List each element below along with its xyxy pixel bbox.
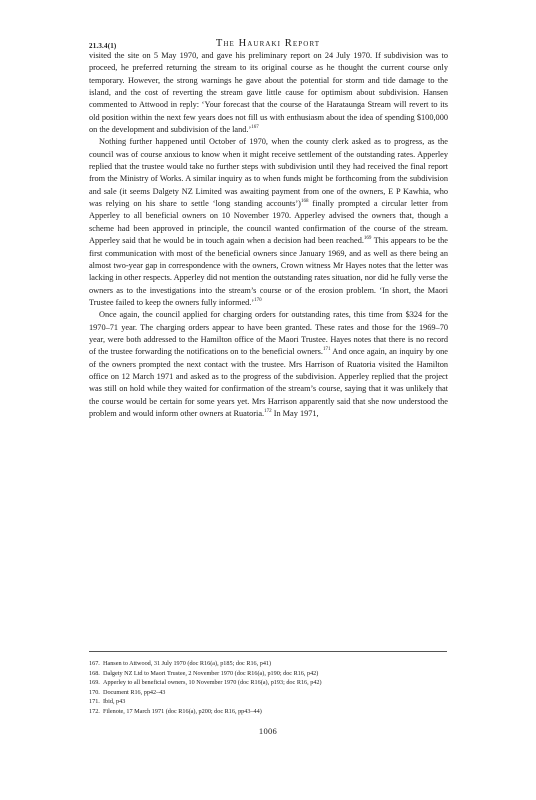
footnote — [89, 678, 448, 688]
footnote-ref[interactable]: 170 — [254, 298, 262, 304]
footnote-text: Filenote, 17 March 1971 (doc R16(a), p200; doc R16, pp43–44) — [103, 707, 262, 715]
footnote-divider — [89, 651, 447, 652]
footnote-text: Dalgety NZ Ltd to Maori Trustee, 2 November 1970 (doc R16(a), p190; doc R16, p42) — [103, 669, 319, 677]
footnote-ref[interactable]: 171 — [322, 347, 331, 353]
paragraph-text: In May 1971, — [271, 408, 319, 418]
footnote-number: 169. — [89, 679, 100, 687]
footnote-ref[interactable]: 168 — [300, 199, 309, 205]
page-number: 1006 — [258, 726, 278, 736]
footnote — [89, 688, 448, 698]
footnote — [89, 707, 448, 717]
footnote-ref[interactable]: 169 — [363, 236, 372, 242]
paragraph-text: Nothing further happened until October of 1970, when the county clerk asked as to progress, as the council was of course anxious to know when it might receive settlement of the outstanding rates. Apperley replied that the trustee would take no further steps with subdivision until they had received the final report from the Ministry of Works. A similar inquiry as to when funds might be forthcoming from the subdivision and sale (it seems Dalgety NZ Limited was awaiting payment from one of the owners, E P Kawhia, who was relying on his share to settle ‘long standing accounts’) — [89, 137, 448, 209]
footnote-number: 171. — [89, 698, 100, 706]
footnote — [89, 659, 448, 669]
footnote-text: Apperley to all beneficial owners, 10 November 1970 (doc R16(a), p193; doc R16, p42) — [103, 679, 322, 687]
footnote-number: 170. — [89, 688, 100, 696]
footnote — [89, 669, 448, 679]
footnote-number: 167. — [89, 660, 100, 667]
footnotes — [89, 659, 448, 716]
footnote-number: 168. — [89, 669, 100, 677]
paragraph-text: And once again, an inquiry by one of the owners prompted the next contact with the trustee. Mrs Harrison of Ruatoria visited the Hamilton office on 12 March 1971 and asked as to the progress of the subdivision. Apperley replied that the project was still on hold while they waited for confirmation of the stream’s course, saying that it was unlikely that the course would be certain for some years yet. Mrs Harrison apparently said that she now understood the problem and would inform other owners at Ruatoria. — [89, 347, 448, 418]
footnote-text: Ibid, p43 — [103, 698, 126, 706]
paragraph — [89, 309, 448, 420]
footnote-text: Document R16, pp42–43 — [103, 688, 166, 696]
paragraph — [89, 136, 448, 309]
paragraph-text: Once again, the council applied for charging orders for outstanding rates, this time from $324 for the 1970–71 year. The charging orders appear to have been granted. These rates and those for the 1969–70 year, were both addressed to the Hamilton office of the Maori Trustee. Hayes notes that there is no record of the trustee forwarding the notifications on to the beneficial owners. — [89, 310, 448, 357]
paragraph-text: finally prompted a circular letter from Apperley to all beneficial owners on 10 November 1970. Apperley advised the owners that, though a scheme had been approved in principle, the council wanted confirmation of the course of the stream. Apperley said that he would be in touch again when a decision had been reached. — [89, 199, 449, 246]
body-text — [89, 50, 448, 420]
footnote — [89, 697, 448, 707]
footnote-text: Hansen to Attwood, 31 July 1970 (doc R16(a), p185; doc R16, p41) — [103, 660, 272, 667]
section-number: 21.3.4(1) — [89, 42, 117, 50]
paragraph — [89, 50, 448, 136]
paragraph-text: This appears to be the first communication with most of the beneficial owners since January 1969, and as well as there being an almost two-year gap in correspondence with the owners, Crown witness Mr Hayes notes that the letter was lacking in other respects. Apperley did not mention the outstanding rates situation, nor did he fully verse the owners as to the investigations into the stream’s course or of the erosion problem. ‘In short, the Maori Trustee failed to keep the owners fully informed.’ — [89, 236, 448, 307]
running-head: The Hauraki Report — [215, 38, 321, 49]
footnote-ref[interactable]: 172 — [264, 409, 272, 415]
paragraph-text: visited the site on 5 May 1970, and gave his preliminary report on 24 July 1970. If subdivision was to proceed, he preferred returning the stream to its original course as he thought the current course only temporary. However, the strong warnings he gave about the potential for storm and tide damage to the island, and the cost of reverting the stream gave little cause for optimism about subdivision. Hansen commented to Attwood in reply: ‘Your forecast that the course of the Harataunga Stream will revert to its old position within the next few years does not fill us with enthusiasm about the idea of spending $100,000 on the development and subdivision of the land.’ — [89, 51, 448, 135]
footnote-ref[interactable]: 167 — [251, 125, 259, 131]
footnote-number: 172. — [89, 707, 100, 715]
